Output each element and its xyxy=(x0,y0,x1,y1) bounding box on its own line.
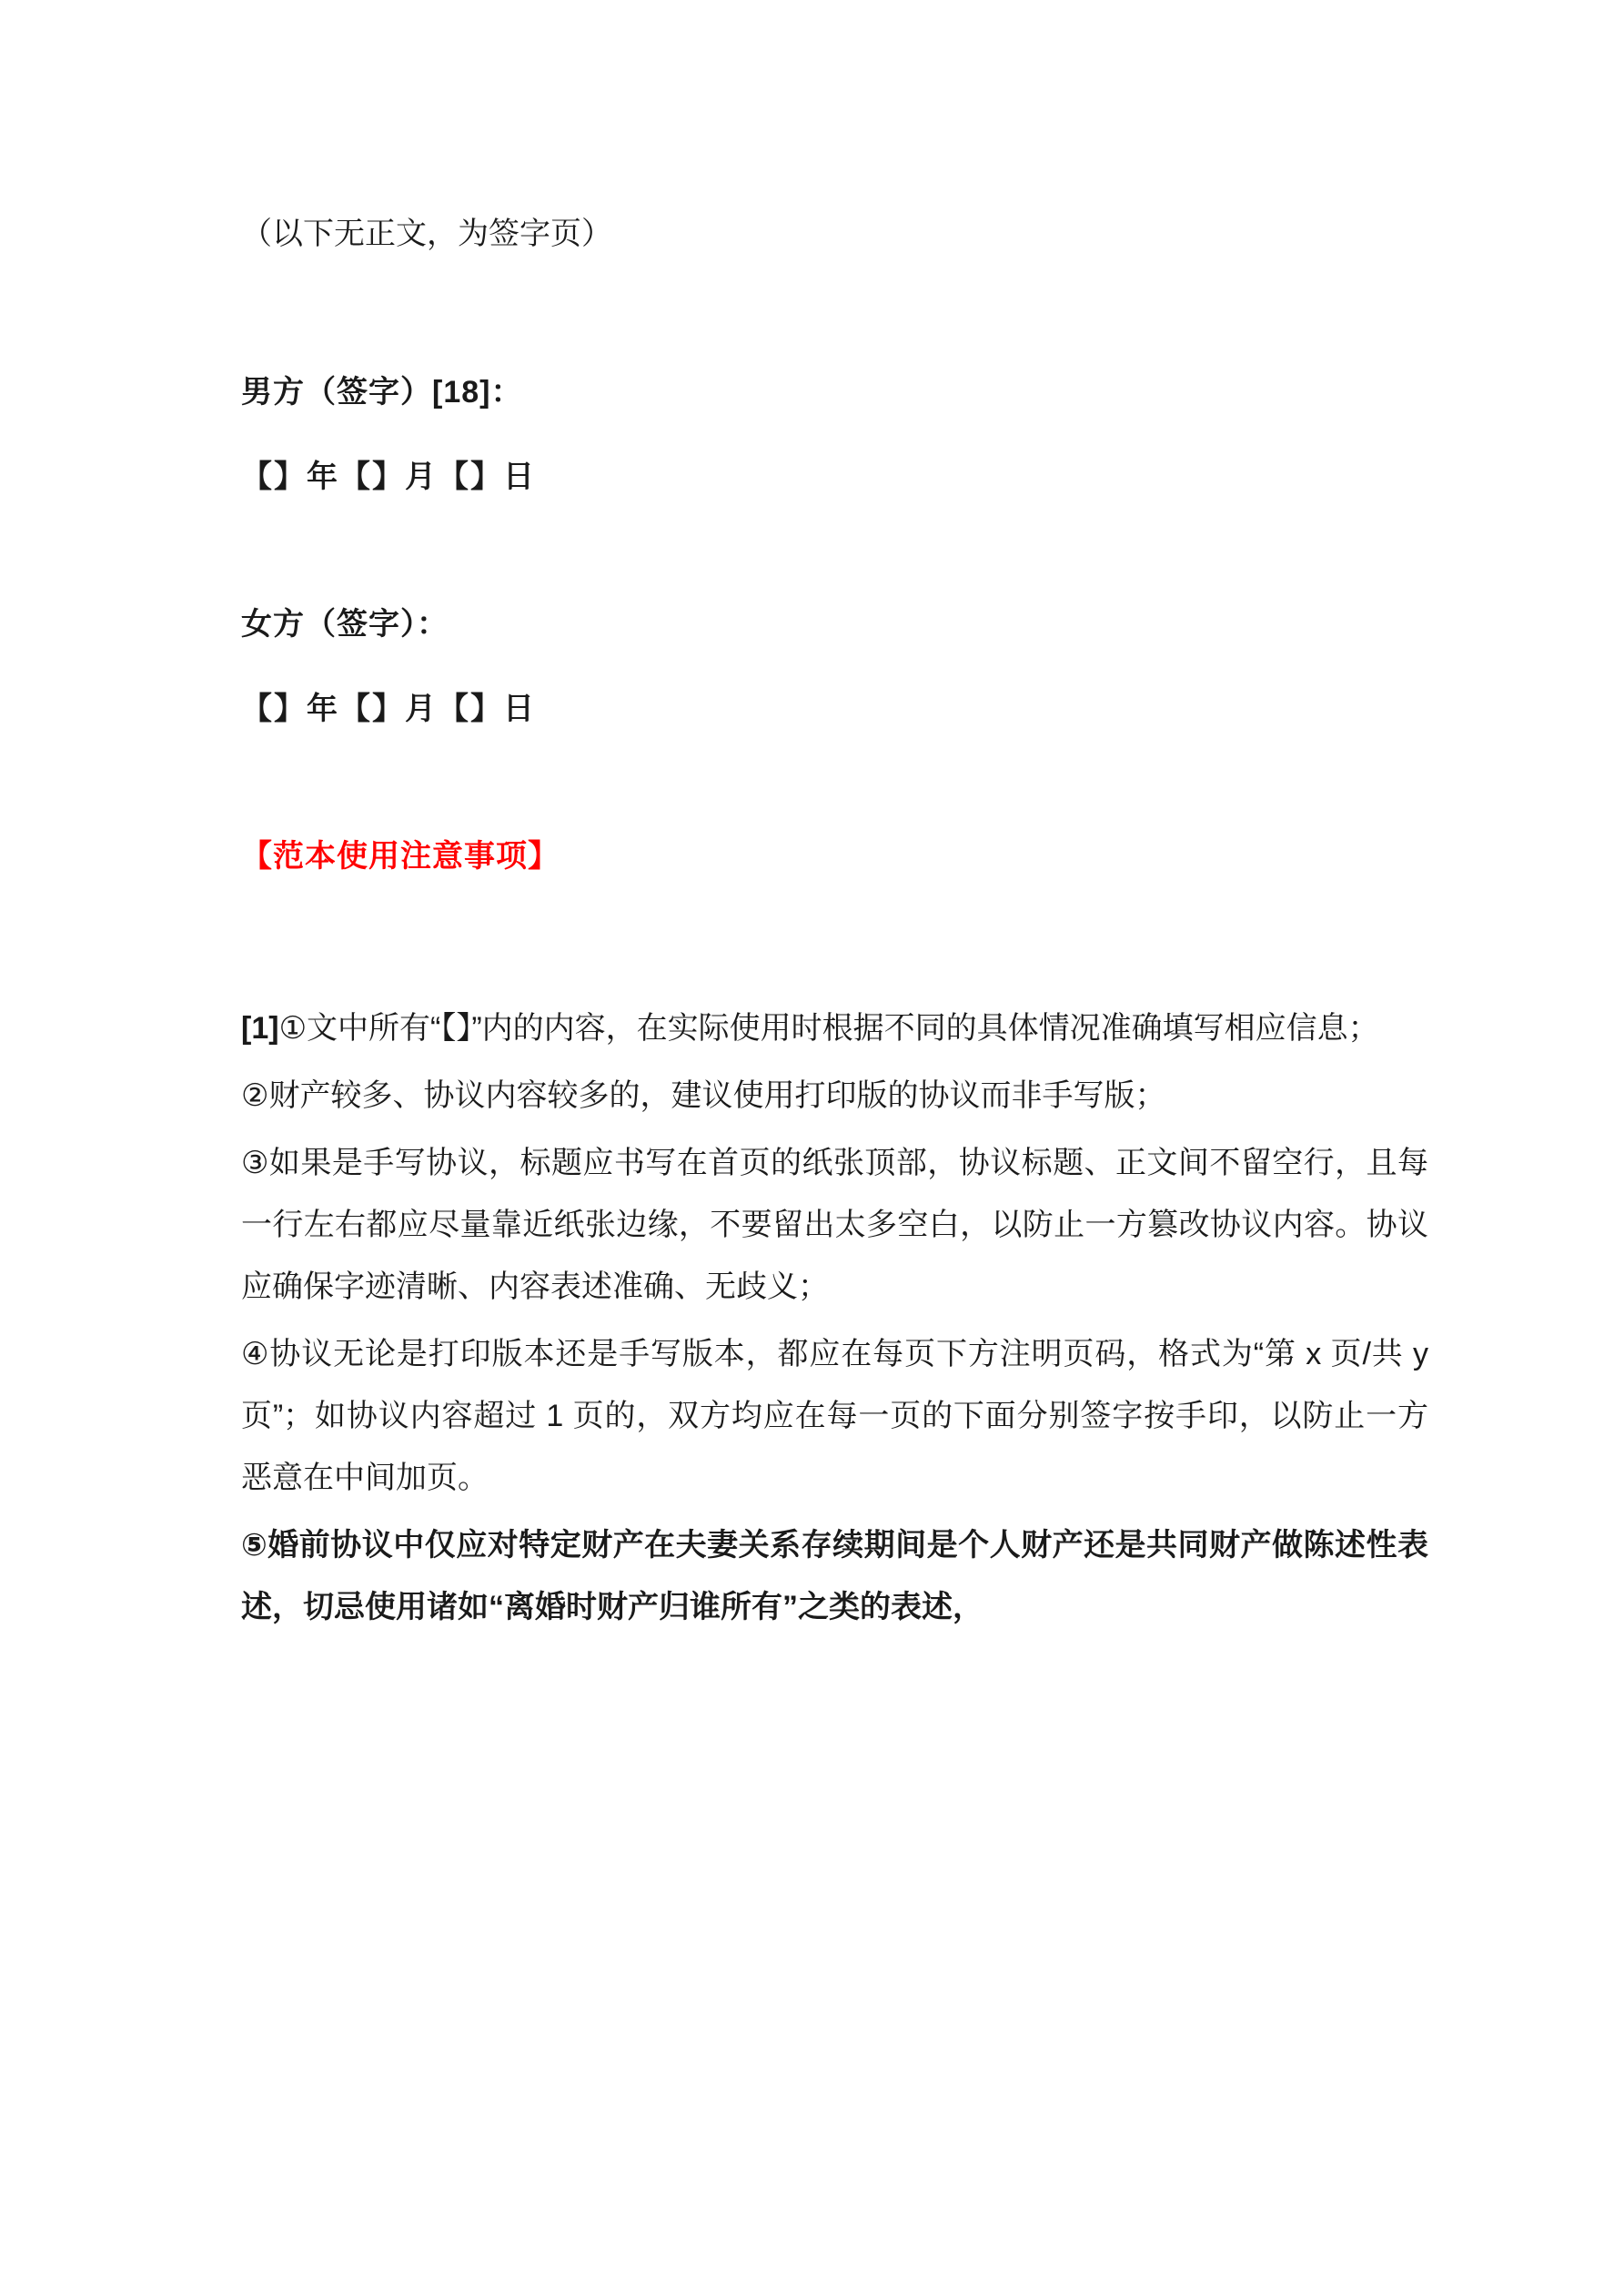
male-signature-label: 男方（签字）[18]： xyxy=(241,375,523,410)
signature-block-male xyxy=(241,368,1428,501)
note-text: ②财产较多、协议内容较多的，建议使用打印版的协议而非手写版； xyxy=(241,1078,1166,1114)
female-signature-date: 【】年【】月【】日 xyxy=(241,691,536,726)
note-text: ⑤婚前协议中仅应对特定财产在夫妻关系存续期间是个人财产还是共同财产做陈述性表述，切忌使用诸如“离婚时财产归谁所有”之类的表述， xyxy=(241,1528,1428,1625)
note-item xyxy=(241,1065,1428,1127)
notes-list xyxy=(241,997,1428,1638)
note-item xyxy=(241,1514,1428,1638)
note-lead: [1] xyxy=(241,1011,279,1047)
intro-line: （以下无正文，为签字页） xyxy=(241,217,612,251)
female-signature-label: 女方（签字）： xyxy=(241,607,449,642)
male-signature-date: 【】年【】月【】日 xyxy=(241,459,536,494)
note-item xyxy=(241,997,1428,1059)
note-text: ④协议无论是打印版本还是手写版本，都应在每页下方注明页码，格式为“第 x 页/共 y 页”；如协议内容超过 1 页的，双方均应在每一页的下面分别签字按手印，以防止一方恶意在中间加页。 xyxy=(241,1337,1428,1496)
note-item xyxy=(241,1132,1428,1318)
note-item xyxy=(241,1323,1428,1509)
note-text: ③如果是手写协议，标题应书写在首页的纸张顶部，协议标题、正文间不留空行，且每一行左右都应尽量靠近纸张边缘，不要留出太多空白，以防止一方篡改协议内容。协议应确保字迹清晰、内容表述准确、无歧义； xyxy=(241,1146,1428,1305)
notice-heading: 【范本使用注意事项】 xyxy=(241,838,560,874)
note-text: ①文中所有“【】”内的内容，在实际使用时根据不同的具体情况准确填写相应信息； xyxy=(278,1011,1379,1047)
signature-block-female xyxy=(241,600,1428,733)
